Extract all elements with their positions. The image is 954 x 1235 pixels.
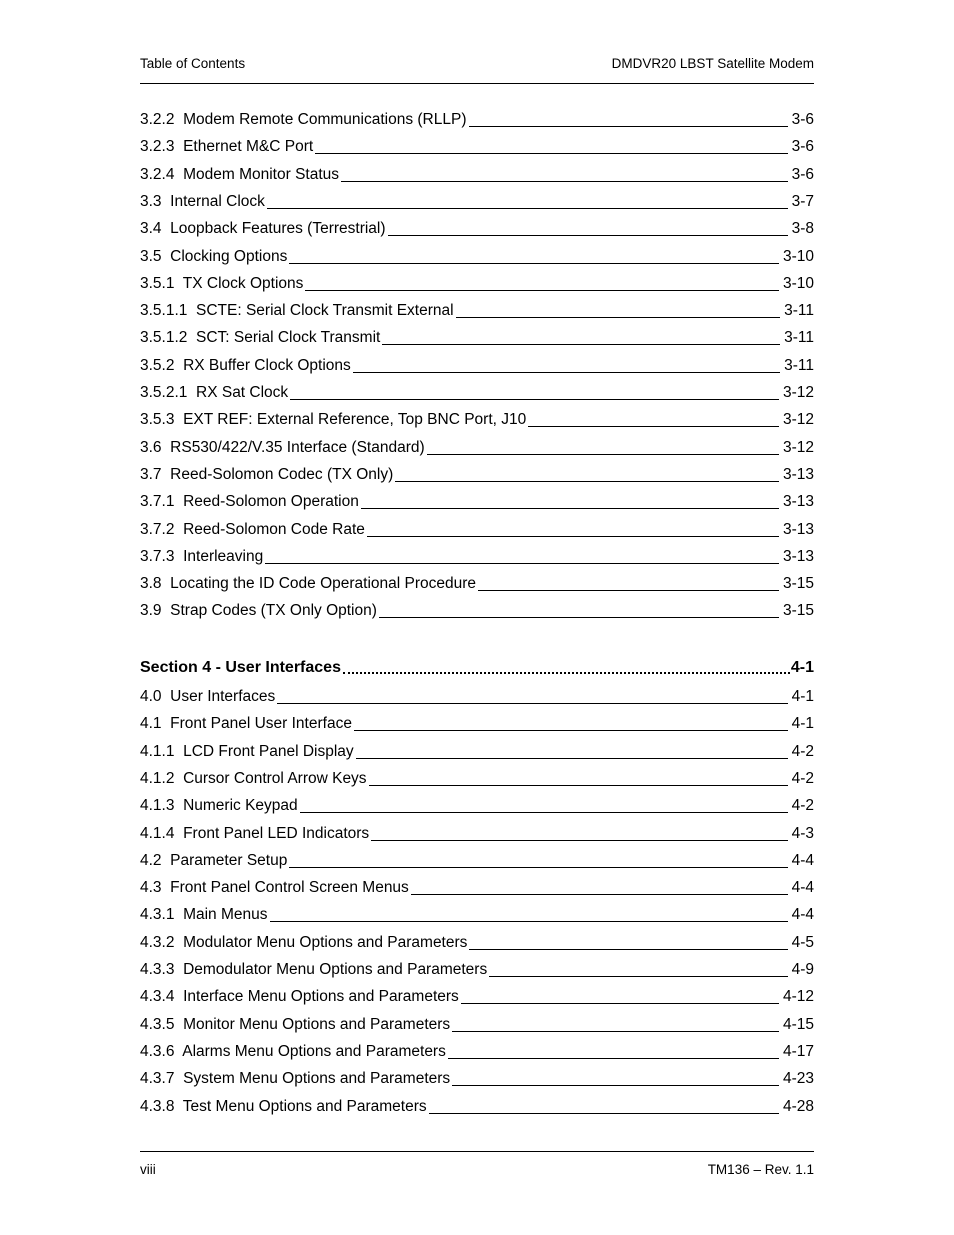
toc-entry-page: 4-9 (791, 961, 814, 978)
toc-entry-title: 3.7 Reed-Solomon Codec (TX Only) (140, 465, 394, 483)
toc-entry[interactable] (140, 601, 814, 621)
toc-entry-title: 4.1.4 Front Panel LED Indicators (140, 824, 370, 842)
toc-entry[interactable] (140, 492, 814, 512)
toc-entry-page: 4-2 (791, 797, 814, 815)
toc-leader-line (356, 758, 788, 759)
toc-entry[interactable] (140, 410, 814, 430)
toc-entry-page: 4-17 (782, 1042, 814, 1060)
toc-entry-title: 3.5.3 EXT REF: External Reference, Top BNC Port, J10 (140, 411, 527, 429)
toc-entry-title: 4.1.3 Numeric Keypad (140, 797, 298, 815)
toc-entry-title: 3.2.2 Modem Remote Communications (RLLP) (140, 111, 467, 128)
toc-entry-page: 4-12 (782, 988, 814, 1006)
toc-leader-line (341, 181, 788, 182)
toc-entry-page: 3-13 (782, 520, 814, 538)
toc-entry-title: 4.3.2 Modulator Menu Options and Parameters (140, 933, 468, 951)
toc-entry[interactable] (140, 1042, 814, 1062)
toc-entry-page: 3-11 (784, 356, 814, 374)
toc-entry-page: 4-4 (791, 851, 814, 869)
toc-entry[interactable] (140, 356, 814, 376)
toc-entry-title: 3.2.3 Ethernet M&C Port (140, 138, 314, 156)
page-number: viii (140, 1162, 156, 1177)
toc-entry[interactable] (140, 137, 814, 157)
toc-leader-line (388, 235, 788, 236)
toc-entry-page: 4-2 (791, 742, 814, 760)
toc-entry-page: 3-11 (784, 329, 814, 347)
toc-entry-page: 4-23 (782, 1070, 814, 1088)
toc-entry-page: 4-4 (791, 906, 814, 924)
toc-leader-line (305, 290, 779, 291)
document-revision: TM136 – Rev. 1.1 (707, 1162, 814, 1177)
toc-leader-line (289, 263, 779, 264)
toc-leader-line (289, 867, 787, 868)
toc-leader-line (461, 1003, 779, 1004)
footer-rule (140, 1151, 814, 1152)
toc-entry-page: 3-13 (782, 493, 814, 511)
toc-entry-page: 3-15 (782, 575, 814, 593)
toc-entry-page: 3-12 (782, 411, 814, 429)
toc-leader-line (371, 840, 787, 841)
toc-entry-title: 4.1 Front Panel User Interface (140, 715, 352, 733)
toc-entry-page: 4-5 (791, 933, 814, 951)
toc-entry-page: 4-4 (791, 879, 814, 897)
toc-leader-line (367, 536, 779, 537)
toc-entry-page: 3-13 (782, 465, 814, 483)
toc-leader-line (277, 703, 787, 704)
toc-entry[interactable] (140, 960, 814, 980)
toc-leader-line (429, 1113, 779, 1114)
toc-entry[interactable] (140, 1069, 814, 1089)
toc-entry[interactable] (140, 110, 814, 130)
toc-entry[interactable] (140, 547, 814, 567)
toc-entry-title: 4.3.5 Monitor Menu Options and Parameters (140, 1015, 451, 1033)
toc-entry-page: 3-13 (782, 547, 814, 565)
toc-entry[interactable] (140, 192, 814, 212)
toc-leader-line (382, 344, 780, 345)
toc-entry-title: 4.3 Front Panel Control Screen Menus (140, 879, 409, 897)
toc-leader-line (469, 126, 788, 127)
toc-entry-title: 3.3 Internal Clock (140, 192, 265, 210)
toc-entry-title: 3.5 Clocking Options (140, 247, 288, 265)
toc-entry[interactable] (140, 465, 814, 485)
toc-leader-line (452, 1085, 779, 1086)
toc-leader-line (379, 617, 779, 618)
header-rule (140, 83, 814, 84)
toc-entry[interactable] (140, 769, 814, 789)
toc-leader-line (290, 399, 779, 400)
toc-entry[interactable] (140, 574, 814, 594)
toc-entry-page: 3-15 (782, 602, 814, 620)
toc-entry[interactable] (140, 714, 814, 734)
toc-entry[interactable] (140, 438, 814, 458)
toc-entry-page: 3-12 (782, 438, 814, 456)
toc-entry[interactable] (140, 520, 814, 540)
toc-entry[interactable] (140, 742, 814, 762)
toc-entry[interactable] (140, 933, 814, 953)
toc-entry-title: 3.5.1.1 SCTE: Serial Clock Transmit External (140, 302, 454, 320)
toc-leader-line (411, 894, 788, 895)
toc-entry-title: 4.3.1 Main Menus (140, 906, 268, 924)
toc-leader-line (478, 590, 779, 591)
toc-entry-page: 4-1 (791, 715, 814, 733)
toc-entry-title: 4.0 User Interfaces (140, 688, 276, 705)
toc-entry-title: 3.4 Loopback Features (Terrestrial) (140, 220, 386, 238)
toc-leader-line (395, 481, 779, 482)
toc-entry-title: 4.2 Parameter Setup (140, 851, 288, 869)
toc-entry-page: 3-6 (791, 138, 814, 156)
toc-leader-line (353, 372, 780, 373)
toc-leader-line (361, 508, 779, 509)
toc-entry-page: 3-6 (791, 111, 814, 128)
toc-section-heading[interactable] (140, 657, 814, 679)
toc-leader-line (267, 208, 788, 209)
toc-leader-line (265, 563, 779, 564)
toc-entry-title: 3.7.3 Interleaving (140, 547, 264, 565)
toc-entry-title: 3.5.1.2 SCT: Serial Clock Transmit (140, 329, 381, 347)
toc-leader-line (456, 317, 781, 318)
toc-entry-title: 4.1.1 LCD Front Panel Display (140, 742, 354, 760)
toc-entry[interactable] (140, 824, 814, 844)
toc-entry[interactable] (140, 328, 814, 348)
toc-entry-page: 3-7 (791, 192, 814, 210)
toc-entry[interactable] (140, 165, 814, 185)
toc-entry[interactable] (140, 687, 814, 707)
page-header (140, 56, 814, 74)
dot-leader (343, 672, 790, 674)
toc-entry-title: 3.5.1 TX Clock Options (140, 274, 304, 292)
toc-entry-title: 4.1.2 Cursor Control Arrow Keys (140, 769, 367, 787)
toc-entry-page: 4-28 (782, 1097, 814, 1115)
toc-entry-page: 3-12 (782, 384, 814, 401)
section-heading-page: 4-1 (790, 659, 814, 676)
toc-entry-page: 4-1 (791, 688, 814, 705)
toc-entry-title: 4.3.8 Test Menu Options and Parameters (140, 1097, 427, 1115)
toc-entry-title: 4.3.7 System Menu Options and Parameters (140, 1070, 451, 1088)
toc-leader-line (489, 976, 787, 977)
toc-entry-title: 3.7.1 Reed-Solomon Operation (140, 493, 359, 511)
toc-entry-title: 3.6 RS530/422/V.35 Interface (Standard) (140, 438, 425, 456)
toc-entry-page: 4-3 (791, 824, 814, 842)
toc-entry[interactable] (140, 1097, 814, 1117)
toc-leader-line (452, 1031, 779, 1032)
header-document-title: DMDVR20 LBST Satellite Modem (611, 56, 814, 71)
toc-leader-line (315, 153, 787, 154)
toc-entry[interactable] (140, 383, 814, 403)
toc-leader-line (300, 812, 788, 813)
toc-entry[interactable] (140, 219, 814, 239)
toc-leader-line (528, 426, 779, 427)
toc-entry-title: 4.3.6 Alarms Menu Options and Parameters (140, 1042, 446, 1060)
section-heading-title: Section 4 - User Interfaces (140, 659, 341, 676)
toc-entry[interactable] (140, 987, 814, 1007)
toc-leader-line (469, 949, 787, 950)
toc-leader-line (448, 1058, 779, 1059)
page-footer (140, 1162, 814, 1180)
header-section-name: Table of Contents (140, 56, 246, 71)
toc-entry-page: 3-11 (784, 302, 814, 320)
toc-entry-page: 4-2 (791, 769, 814, 787)
toc-leader-line (354, 730, 788, 731)
toc-leader-line (369, 785, 788, 786)
toc-entry-title: 3.7.2 Reed-Solomon Code Rate (140, 520, 365, 538)
toc-entry-title: 3.5.2.1 RX Sat Clock (140, 384, 289, 401)
toc-leader-line (427, 454, 779, 455)
toc-entry[interactable] (140, 796, 814, 816)
toc-entry-title: 3.5.2 RX Buffer Clock Options (140, 356, 351, 374)
toc-entry[interactable] (140, 878, 814, 898)
toc-entry[interactable] (140, 247, 814, 267)
toc-entry[interactable] (140, 301, 814, 321)
toc-entry-title: 3.9 Strap Codes (TX Only Option) (140, 602, 377, 620)
toc-leader-line (270, 921, 788, 922)
toc-entry-title: 4.3.3 Demodulator Menu Options and Parameters (140, 961, 488, 978)
toc-entry-title: 3.2.4 Modem Monitor Status (140, 165, 340, 183)
toc-entry[interactable] (140, 274, 814, 294)
toc-entry-page: 3-10 (782, 247, 814, 265)
toc-entry[interactable] (140, 851, 814, 871)
toc-entry[interactable] (140, 1015, 814, 1035)
toc-entry-page: 4-15 (782, 1015, 814, 1033)
toc-entry[interactable] (140, 905, 814, 925)
toc-entry-title: 4.3.4 Interface Menu Options and Parameters (140, 988, 459, 1006)
toc-entry-page: 3-6 (791, 165, 814, 183)
toc-entry-page: 3-8 (791, 220, 814, 238)
toc-entry-page: 3-10 (782, 274, 814, 292)
toc-entry-title: 3.8 Locating the ID Code Operational Procedure (140, 575, 477, 593)
